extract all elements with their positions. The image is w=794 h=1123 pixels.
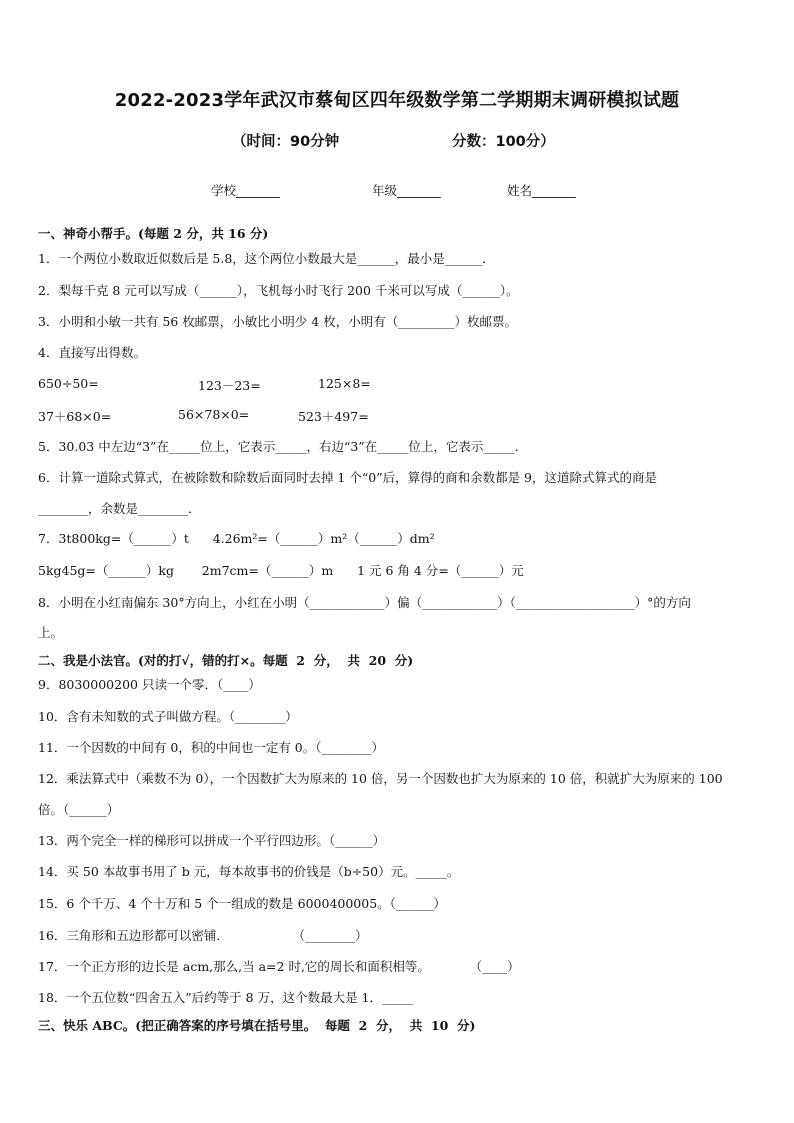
question-10: 10．含有未知数的式子叫做方程。（________） bbox=[38, 709, 298, 724]
calc-item: 123－23= bbox=[198, 378, 261, 393]
calc-item: 650÷50= bbox=[38, 376, 99, 391]
section-3-heading: 三、快乐 ABC。(把正确答案的序号填在括号里。 每题 2 分， 共 10 分) bbox=[38, 1018, 476, 1033]
school-field: 学校_______ bbox=[211, 183, 280, 198]
calc-item: 523＋497= bbox=[298, 409, 369, 424]
question-12-line-2: 倍。（______） bbox=[38, 802, 120, 817]
question-11: 11．一个因数的中间有 0，积的中间也一定有 0。（________） bbox=[38, 740, 385, 755]
question-6-line-2: ________，余数是________． bbox=[38, 501, 201, 516]
question-14: 14．买 50 本故事书用了 b 元，每本故事书的价钱是（b÷50）元。_____。 bbox=[38, 864, 460, 879]
calc-item: 125×8= bbox=[318, 376, 371, 391]
question-18: 18．一个五位数“四舍五入”后约等于 8 万，这个数最大是 1．_____ bbox=[38, 990, 414, 1005]
question-5: 5．30.03 中左边“3”在_____位上，它表示_____，右边“3”在_____位上，它表示_____． bbox=[38, 439, 528, 454]
question-7-line-1: 7．3t800kg=（______）t 4.26m²=（______）m²（______）dm² bbox=[38, 531, 435, 546]
question-9: 9．8030000200 只读一个零．（____） bbox=[38, 677, 261, 692]
question-13: 13．两个完全一样的梯形可以拼成一个平行四边形。（______） bbox=[38, 833, 386, 848]
page-title: 2022-2023学年武汉市蔡甸区四年级数学第二学期期末调研模拟试题 bbox=[114, 90, 680, 111]
question-12-line-1: 12．乘法算式中（乘数不为 0），一个因数扩大为原来的 10 倍，另一个因数也扩大为原来的 10 倍，积就扩大为原来的 100 bbox=[38, 771, 723, 786]
name-field: 姓名_______ bbox=[507, 183, 576, 198]
question-3: 3．小明和小敏一共有 56 枚邮票，小敏比小明少 4 枚，小明有（_________）枚邮票。 bbox=[38, 314, 517, 329]
section-1-heading: 一、神奇小帮手。(每题 2 分，共 16 分) bbox=[38, 226, 269, 241]
question-7-line-2: 5kg45g=（______）kg 2m7cm=（______）m 1 元 6 角 4 分=（______）元 bbox=[38, 563, 524, 578]
question-16: 16．三角形和五边形都可以密铺． （________） bbox=[38, 928, 368, 943]
calc-item: 56×78×0= bbox=[178, 407, 250, 422]
question-4: 4．直接写出得数。 bbox=[38, 345, 146, 360]
question-17: 17．一个正方形的边长是 acm,那么,当 a=2 时,它的周长和面积相等。 （____） bbox=[38, 959, 520, 974]
question-2: 2．梨每千克 8 元可以写成（______），飞机每小时飞行 200 千米可以写成（______）。 bbox=[38, 283, 519, 298]
section-2-heading: 二、我是小法官。(对的打√，错的打×。每题 2 分， 共 20 分) bbox=[38, 653, 414, 668]
question-8-line-2: 上。 bbox=[38, 625, 64, 640]
calc-item: 37＋68×0= bbox=[38, 409, 112, 424]
question-6-line-1: 6．计算一道除式算式，在被除数和除数后面同时去掉 1 个“0”后，算得的商和余数都是 9，这道除式算式的商是 bbox=[38, 470, 658, 485]
exam-time: （时间：90分钟 bbox=[232, 134, 340, 150]
grade-field: 年级_______ bbox=[372, 183, 441, 198]
question-8-line-1: 8．小明在小红南偏东 30°方向上，小红在小明（____________）偏（____________）（___________________）°的方向 bbox=[38, 595, 691, 610]
question-1: 1．一个两位小数取近似数后是 5.8，这个两位小数最大是______，最小是______． bbox=[38, 251, 495, 266]
exam-score: 分数：100分） bbox=[452, 134, 555, 150]
question-15: 15．6 个千万、4 个十万和 5 个一组成的数是 6000400005。（______） bbox=[38, 896, 446, 911]
